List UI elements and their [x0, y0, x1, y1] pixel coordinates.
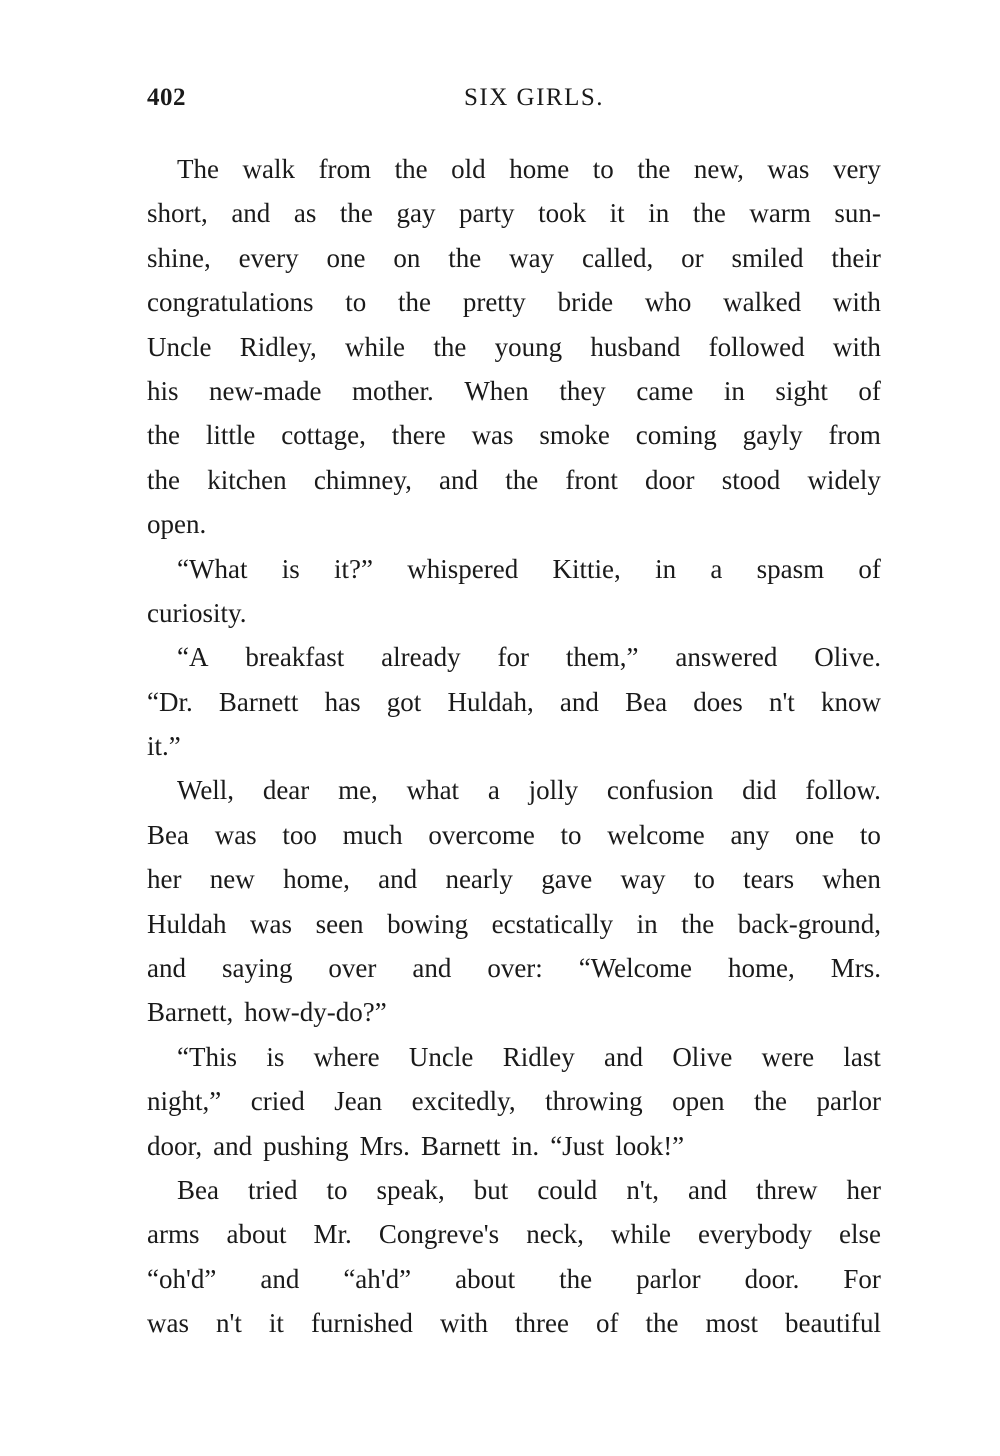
- text-line: Barnett, how-dy-do?”: [147, 997, 387, 1028]
- text-line: Bea was too much overcome to welcome any one to: [147, 819, 881, 850]
- text-line: “This is where Uncle Ridley and Olive were last: [177, 1041, 881, 1072]
- text-line: open.: [147, 509, 207, 540]
- text-line: was n't it furnished with three of the most beautiful: [147, 1308, 881, 1339]
- text-line: it.”: [147, 731, 181, 762]
- text-line: The walk from the old home to the new, was very: [177, 154, 881, 184]
- text-line: door, and pushing Mrs. Barnett in. “Just look!”: [147, 1130, 685, 1161]
- page-header: [147, 84, 881, 124]
- text-line: Well, dear me, what a jolly confusion did follow.: [177, 775, 881, 806]
- body-text: [147, 147, 881, 1346]
- text-line: short, and as the gay party took it in the warm sun-: [147, 198, 881, 229]
- page-number: 402: [147, 84, 186, 111]
- text-line: the kitchen chimney, and the front door stood widely: [147, 464, 881, 495]
- text-line: “What is it?” whispered Kittie, in a spasm of: [177, 553, 881, 584]
- text-line: “oh'd” and “ah'd” about the parlor door. For: [147, 1263, 881, 1294]
- text-line: his new-made mother. When they came in sight of: [147, 375, 881, 406]
- text-line: Huldah was seen bowing ecstatically in the back-ground,: [147, 908, 881, 939]
- text-line: Bea tried to speak, but could n't, and threw her: [177, 1174, 881, 1205]
- text-line: congratulations to the pretty bride who walked with: [147, 287, 881, 318]
- text-line: Uncle Ridley, while the young husband followed with: [147, 331, 881, 362]
- text-line: the little cottage, there was smoke coming gayly from: [147, 420, 881, 451]
- text-line: “Dr. Barnett has got Huldah, and Bea does n't know: [147, 686, 881, 717]
- text-line: her new home, and nearly gave way to tears when: [147, 864, 881, 895]
- running-title: SIX GIRLS.: [463, 84, 604, 111]
- text-line: and saying over and over: “Welcome home, Mrs.: [147, 953, 881, 984]
- text-line: “A breakfast already for them,” answered Olive.: [177, 642, 881, 673]
- text-line: arms about Mr. Congreve's neck, while everybody else: [147, 1219, 881, 1250]
- text-line: night,” cried Jean excitedly, throwing open the parlor: [147, 1086, 881, 1117]
- text-line: curiosity.: [147, 597, 247, 628]
- text-line: shine, every one on the way called, or smiled their: [147, 242, 881, 273]
